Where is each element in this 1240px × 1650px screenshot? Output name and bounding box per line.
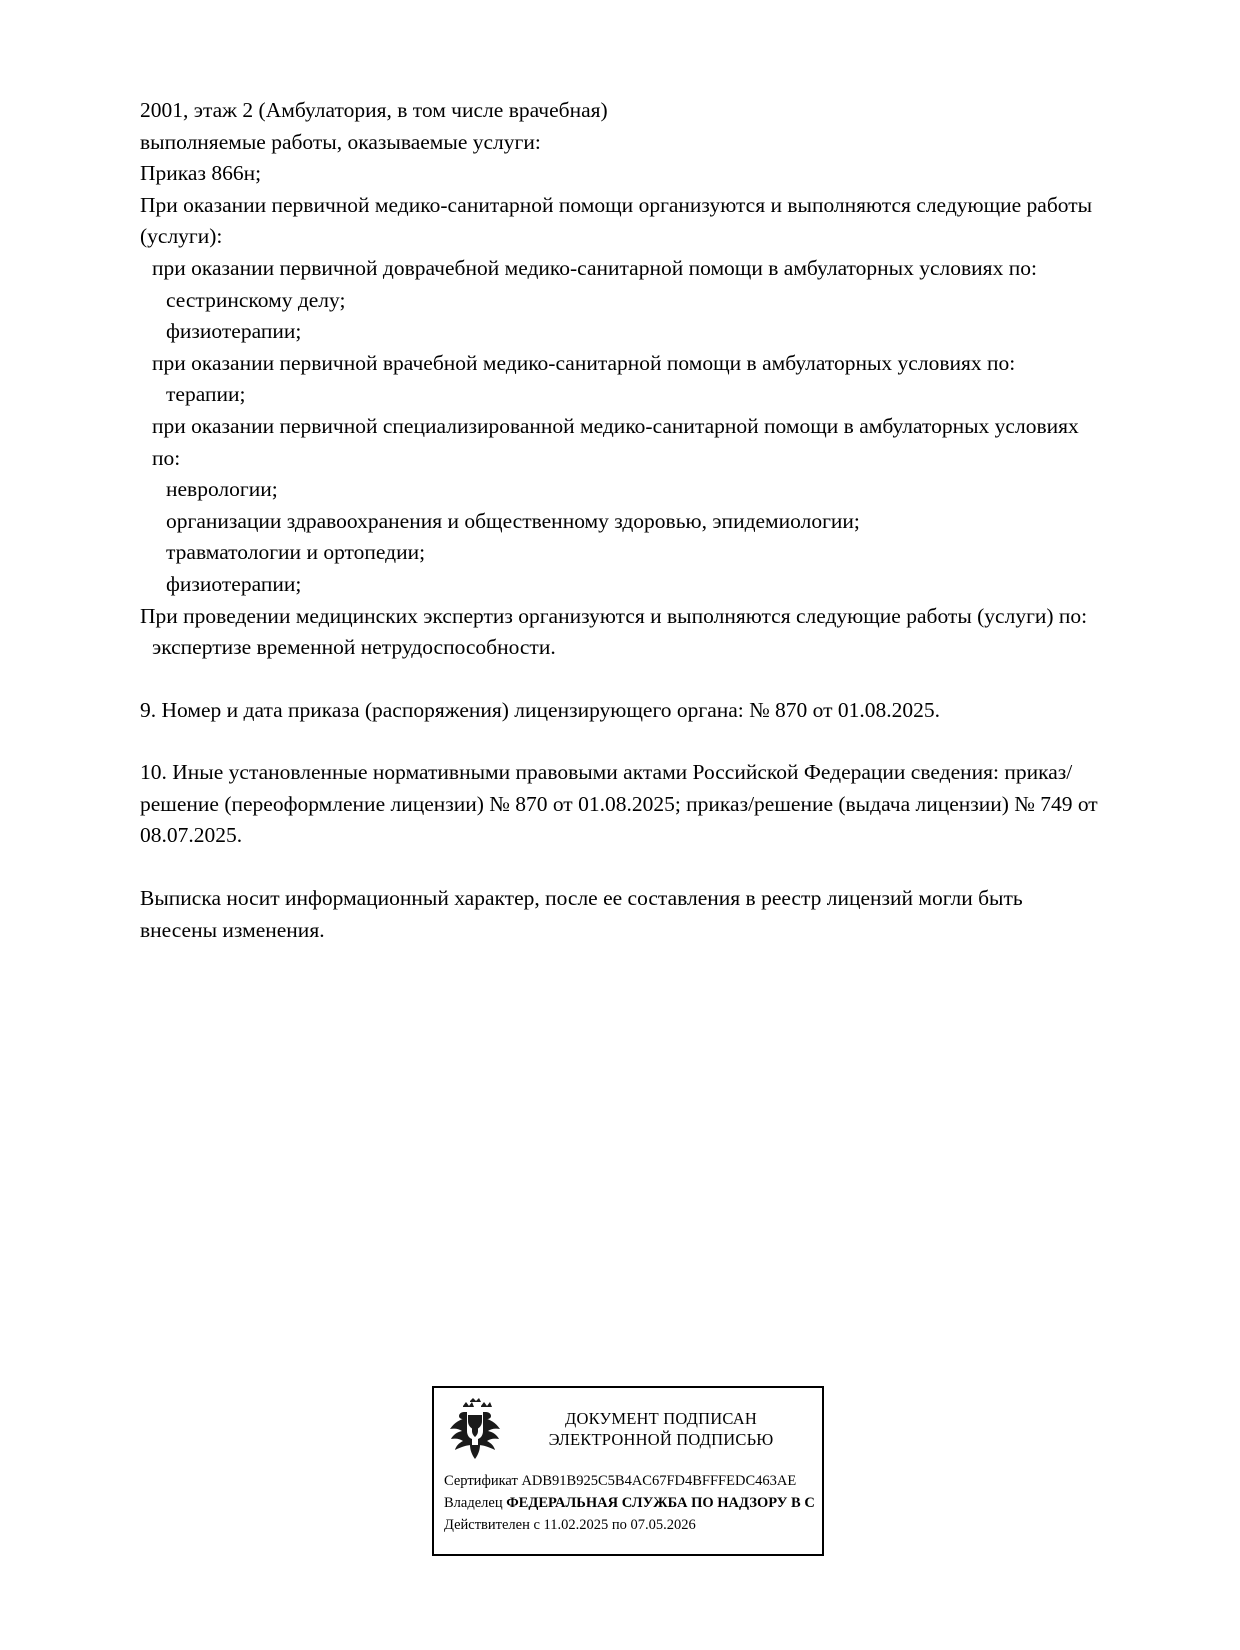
paragraph-line: 2001, этаж 2 (Амбулатория, в том числе врачебная)	[140, 98, 608, 122]
paragraph-line: при оказании первичной специализированной медико-санитарной помощи в амбулаторных условиях по:	[152, 413, 1085, 470]
paragraph-line: терапии;	[166, 382, 246, 407]
paragraph-line: при оказании первичной врачебной медико-санитарной помощи в амбулаторных условиях по:	[152, 350, 1016, 375]
paragraph-line: при оказании первичной доврачебной медико-санитарной помощи в амбулаторных условиях по:	[152, 255, 1037, 280]
stamp-title	[506, 1408, 816, 1450]
stamp-title-line-1: ДОКУМЕНТ ПОДПИСАН	[565, 1409, 757, 1428]
spacer	[140, 852, 1105, 883]
double-headed-eagle-icon	[444, 1396, 506, 1462]
paragraph-line: При проведении медицинских экспертиз организуются и выполняются следующие работы (услуги) по:	[140, 603, 1088, 628]
document-body	[140, 95, 1105, 946]
paragraph-line: выполняемые работы, оказываемые услуги:	[140, 129, 541, 154]
stamp-owner-label: Владелец	[444, 1495, 507, 1511]
electronic-signature-stamp	[432, 1386, 824, 1556]
spacer	[140, 664, 1105, 695]
paragraph-line: неврологии;	[166, 477, 278, 502]
paragraph-line: экспертизе временной нетрудоспособности.	[152, 635, 556, 660]
paragraph-line: травматологии и ортопедии;	[166, 540, 426, 565]
informational-note: Выписка носит информационный характер, после ее составления в реестр лицензий могли быть внесены изменения.	[140, 886, 1029, 942]
paragraph-line: При оказании первичной медико-санитарной помощи организуются и выполняются следующие работы (услуги):	[140, 192, 1098, 249]
paragraph-line: организации здравоохранения и общественному здоровью, эпидемиологии;	[166, 508, 860, 533]
paragraph-line: физиотерапии;	[166, 571, 302, 596]
paragraph-line: Приказ 866н;	[140, 161, 262, 186]
stamp-title-line-2: ЭЛЕКТРОННОЙ ПОДПИСЬЮ	[548, 1430, 774, 1449]
item-9-order-number-date: 9. Номер и дата приказа (распоряжения) лицензирующего органа: № 870 от 01.08.2025.	[140, 697, 941, 722]
stamp-certificate: Сертификат ADB91B925C5B4AC67FD4BFFFEDC463AE	[444, 1473, 797, 1489]
stamp-details	[434, 1464, 822, 1536]
spacer	[140, 726, 1105, 757]
paragraph-line: физиотерапии;	[166, 319, 302, 344]
stamp-header	[434, 1388, 822, 1464]
stamp-owner-value: ФЕДЕРАЛЬНАЯ СЛУЖБА ПО НАДЗОРУ В С	[506, 1495, 815, 1511]
stamp-owner	[444, 1492, 822, 1514]
item-10-other-info: 10. Иные установленные нормативными правовыми актами Российской Федерации сведения: приказ/решение (переоформление лицензии) № 870 от 01.08.2025; приказ/решение (выдача лицензии) № 749 от 08.07.2025.	[140, 760, 1104, 848]
paragraph-line: сестринскому делу;	[166, 287, 346, 312]
stamp-validity: Действителен с 11.02.2025 по 07.05.2026	[444, 1517, 696, 1533]
